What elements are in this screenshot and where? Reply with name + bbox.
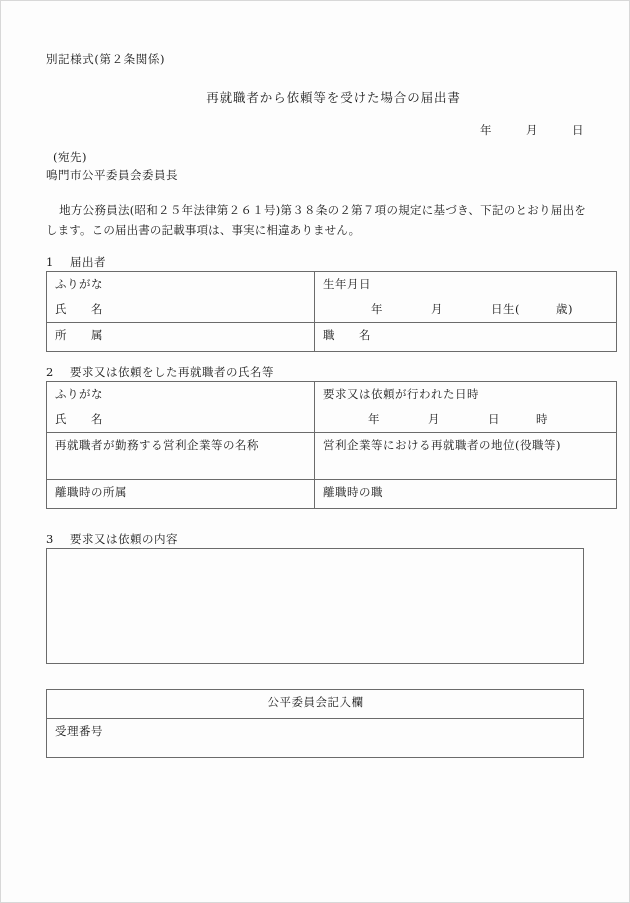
section-2-number: 2 — [46, 365, 54, 379]
form-sheet — [1, 1, 630, 903]
committee-header-cell — [47, 690, 584, 719]
section-3-title: 要求又は依頼の内容 — [70, 532, 178, 546]
form-id-label: 別記様式(第２条関係) — [46, 52, 166, 66]
label-company-position: 営利企業等における再就職者の地位(役職等) — [323, 438, 561, 452]
section-3-number: 3 — [46, 532, 54, 546]
section-2-title: 要求又は依頼をした再就職者の氏名等 — [70, 365, 274, 379]
body-paragraph — [46, 200, 586, 240]
request-datetime-fields: 年 月 日 時 — [368, 412, 548, 426]
section-3-heading — [46, 531, 178, 547]
table-row — [47, 382, 617, 433]
label-former-affiliation: 離職時の所属 — [55, 485, 127, 499]
section-1-title: 届出者 — [70, 255, 106, 269]
table-row — [47, 690, 584, 719]
cell-affiliation-applicant[interactable] — [47, 323, 315, 352]
label-name: 氏 名 — [55, 302, 103, 316]
body-paragraph-line1: 地方公務員法(昭和２５年法律第２６１号)第３８条の２第７項の規定に基づき、下記のとおり届出を — [59, 203, 586, 217]
cell-company-name[interactable] — [47, 433, 315, 480]
page-title: 再就職者から依頼等を受けた場合の届出書 — [206, 90, 461, 105]
cell-furigana-applicant[interactable] — [47, 272, 315, 323]
table-row — [47, 323, 617, 352]
date-line — [46, 122, 584, 138]
committee-table — [46, 689, 584, 758]
label-furigana: ふりがな — [55, 277, 103, 291]
label-former-position: 離職時の職 — [323, 485, 383, 499]
cell-receipt-number[interactable] — [47, 719, 584, 758]
label-receipt-number: 受理番号 — [55, 724, 103, 738]
date-day: 日 — [572, 123, 584, 137]
cell-birthdate-applicant[interactable] — [315, 272, 617, 323]
section-3-content-box[interactable] — [46, 548, 584, 664]
cell-furigana-reemployed[interactable] — [47, 382, 315, 433]
cell-former-affiliation[interactable] — [47, 480, 315, 509]
cell-company-position[interactable] — [315, 433, 617, 480]
table-row — [47, 480, 617, 509]
cell-former-position[interactable] — [315, 480, 617, 509]
label-affiliation: 所 属 — [55, 328, 103, 342]
table-row — [47, 433, 617, 480]
label-furigana: ふりがな — [55, 387, 103, 401]
section-2-table — [46, 381, 617, 509]
label-name: 氏 名 — [55, 412, 103, 426]
label-request-datetime: 要求又は依頼が行われた日時 — [323, 387, 479, 401]
label-company-name: 再就職者が勤務する営利企業等の名称 — [55, 438, 259, 452]
section-1-heading — [46, 254, 106, 270]
label-birthdate: 生年月日 — [323, 277, 371, 291]
section-2-heading — [46, 364, 274, 380]
section-1-table — [46, 271, 617, 352]
addressee-label: (宛先) — [53, 150, 87, 164]
label-position: 職 名 — [323, 328, 371, 342]
section-3-content — [47, 549, 583, 561]
birthdate-fields: 年 月 日生( 歳) — [371, 302, 573, 316]
cell-request-datetime[interactable] — [315, 382, 617, 433]
date-year: 年 — [480, 123, 492, 137]
committee-header: 公平委員会記入欄 — [267, 695, 364, 709]
addressee: 鳴門市公平委員会委員長 — [46, 168, 178, 182]
table-row — [47, 719, 584, 758]
table-row — [47, 272, 617, 323]
date-month: 月 — [526, 123, 538, 137]
cell-position-applicant[interactable] — [315, 323, 617, 352]
section-1-number: 1 — [46, 255, 54, 269]
body-paragraph-line2: します。この届出書の記載事項は、事実に相違ありません。 — [46, 223, 361, 237]
